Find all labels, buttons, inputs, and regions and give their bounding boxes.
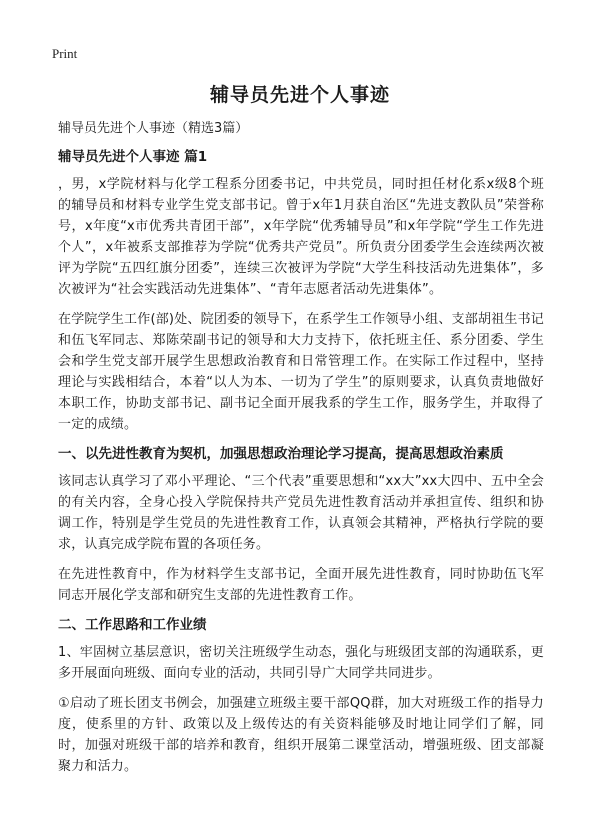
heading-one: 一、以先进性教育为契机，加强思想政治理论学习提高，提高思想政治素质 [58, 446, 504, 462]
heading-two: 二、工作思路和工作业绩 [58, 617, 207, 633]
document-subtitle: 辅导员先进个人事迹（精选3篇） [58, 121, 249, 136]
paragraph-education: 在先进性教育中，作为材料学生支部书记，全面开展先进性教育，同时协助伍飞军同志开展化学支部和研究生支部的先进性教育工作。 [58, 567, 544, 603]
document-body [58, 118, 544, 786]
paragraph-class-meeting: ①启动了班长团支书例会，加强建立班级主要干部QQ群，加大对班级工作的指导力度，使系里的方针、政策以及上级传达的有关资料能够及时地让同学们了解，同时，加强对班级干部的培养和教育，组织开展第二课堂活动，增强班级、团支部凝聚力和活力。 [58, 696, 544, 774]
paragraph-grassroots: 1、牢固树立基层意识，密切关注班级学生动态，强化与班级团支部的沟通联系，更多开展面向班级、面向专业的活动，共同引导广大同学共同进步。 [58, 645, 544, 681]
paragraph-study: 该同志认真学习了邓小平理论、“三个代表”重要思想和“xx大”xx大四中、五中全会的有关内容，全身心投入学院保持共产党员先进性教育活动并承担宣传、组织和协调工作，特别是学生党员的先进性教育工作，认真领会其精神，严格执行学院的要求，认真完成学院布置的各项任务。 [58, 474, 544, 552]
paragraph-intro: ，男，x学院材料与化学工程系分团委书记，中共党员，同时担任材化系x级8个班的辅导员和材料专业学生党支部书记。曾于x年1月获自治区“先进支教队员”荣誉称号，x年度“x市优秀共青团干部”，x年学院“优秀辅导员”和x年学院“学生工作先进个人”，x年被系支部推荐为学院“优秀共产党员”。所负责分团委学生会连续两次被评为学院“五四红旗分团委”，连续三次被评为学院“大学生科技活动先进集体”，多次被评为“社会实践活动先进集体”、“青年志愿者活动先进集体”。 [58, 177, 544, 297]
print-label: Print [52, 46, 78, 61]
paragraph-leadership: 在学院学生工作(部)处、院团委的领导下，在系学生工作领导小组、支部胡祖生书记和伍飞军同志、郑陈荣副书记的领导和大力支持下，依托班主任、系分团委、学生会和学生党支部开展学生思想政治教育和日常管理工作。在实际工作过程中，坚持理论与实践相结合，本着“以人为本、一切为了学生”的原则要求，认真负责地做好本职工作，协助支部书记、副书记全面开展我系的学生工作，服务学生，并取得了一定的成绩。 [58, 312, 544, 432]
document-title: 辅导员先进个人事迹 [209, 84, 390, 106]
section-heading-1: 辅导员先进个人事迹 篇1 [58, 149, 208, 165]
